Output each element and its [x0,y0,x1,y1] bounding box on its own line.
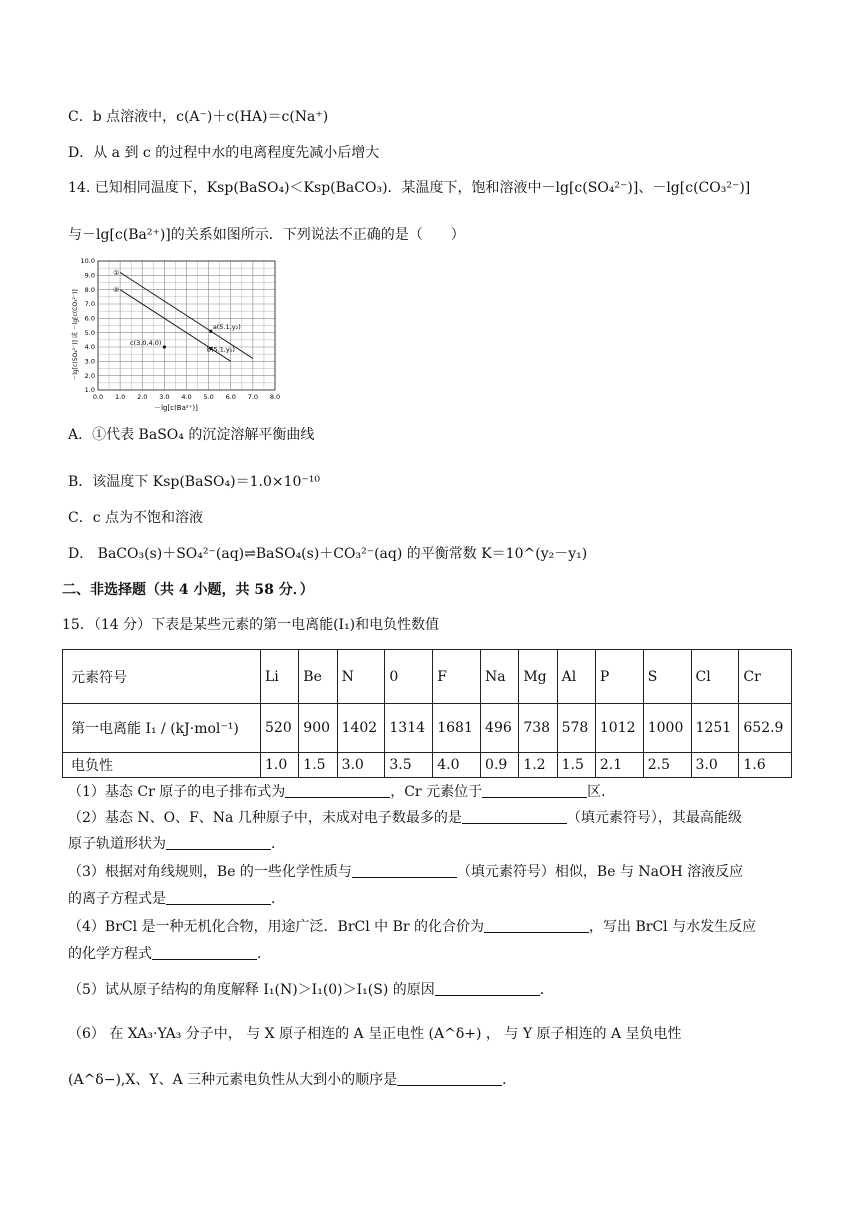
section-2-heading: 二、非选择题（共 4 小题，共 58 分．） [62,582,314,598]
cell-symbol-11: Cr [739,650,792,704]
chart-ylabel: －lg[c(SO₄²⁻)] 或 －lg[c(CO₃²⁻)] [72,289,79,381]
x-tick-label: 1.0 [114,393,126,401]
q15-part2b: 原子轨道形状为 ． [68,836,285,852]
cell-electronegativity-3: 3.5 [385,753,433,778]
cell-symbol-3: 0 [385,650,433,704]
chart-grid [98,261,275,390]
cell-ionization-3: 1314 [385,704,433,753]
q14-stem-line2: 与－lg[c(Ba²⁺)]的关系如图所示．下列说法不正确的是（ ） [68,227,465,243]
cell-electronegativity-10: 3.0 [691,753,739,778]
row-header-ionization: 第一电离能 I₁ / (kJ·mol⁻¹) [63,704,261,753]
q15-part2a: （2）基态 N、O、F、Na 几种原子中，未成对电子数最多的是 （填元素符号），其最高能级 [68,810,742,826]
cell-ionization-9: 1000 [643,704,691,753]
x-tick-label: 7.0 [247,393,259,401]
y-tick-label: 3.0 [84,357,95,366]
y-tick-label: 1.0 [84,386,95,395]
cell-electronegativity-6: 1.2 [519,753,557,778]
cell-electronegativity-11: 1.6 [739,753,792,778]
series-label-2: ② [113,286,120,295]
cell-symbol-7: Al [557,650,595,704]
q14-option-c: C．c 点为不饱和溶液 [68,510,204,526]
cell-ionization-1: 900 [299,704,337,753]
cell-symbol-4: F [433,650,481,704]
q15-intro: 15．（14 分）下表是某些元素的第一电离能(I₁)和电负性数值 [62,617,440,633]
y-tick-label: 2.0 [84,371,95,380]
cell-symbol-5: Na [481,650,519,704]
y-tick-label: 8.0 [84,285,95,294]
q15-part6a: （6） 在 XA₃·YA₃ 分子中， 与 X 原子相连的 A 呈正电性 (A^δ+) ， 与 Y 原子相连的 A 呈负电性 [68,1026,682,1042]
cell-symbol-9: S [643,650,691,704]
row-header-symbol: 元素符号 [63,650,261,704]
q14-option-a: A．①代表 BaSO₄ 的沉淀溶解平衡曲线 [68,427,315,443]
q15-part4b: 的化学方程式 ． [68,946,271,962]
q15-part4a: （4）BrCl 是一种无机化合物，用途广泛．BrCl 中 Br 的化合价为 ，写出 BrCl 与水发生反应 [68,919,757,935]
q15-part3b: 的离子方程式是 ． [68,891,285,907]
cell-symbol-1: Be [299,650,337,704]
cell-ionization-0: 520 [261,704,299,753]
x-tick-label: 6.0 [225,393,236,401]
row-header-electronegativity: 电负性 [63,753,261,778]
y-tick-label: 4.0 [84,343,95,352]
cell-ionization-10: 1251 [691,704,739,753]
x-tick-label: 4.0 [181,393,192,401]
cell-ionization-8: 1012 [595,704,643,753]
element-table [62,649,792,778]
y-tick-label: 6.0 [84,314,95,323]
y-tick-label: 5.0 [84,328,95,337]
y-tick-label: 9.0 [84,271,95,280]
point-label-0: a(5.1,y₂) [212,323,241,332]
cell-symbol-0: Li [261,650,299,704]
cell-ionization-4: 1681 [433,704,481,753]
y-tick-label: 10.0 [80,257,95,266]
point-2 [163,345,166,348]
q15-part5: （5）试从原子结构的角度解释 I₁(N)＞I₁(0)＞I₁(S) 的原因 ． [68,982,554,998]
cell-ionization-6: 738 [519,704,557,753]
cell-ionization-5: 496 [481,704,519,753]
series-label-1: ① [113,268,120,277]
q15-part1: （1）基态 Cr 原子的电子排布式为 ，Cr 元素位于 区． [68,784,616,800]
q13-option-d: D．从 a 到 c 的过程中水的电离程度先减小后增大 [68,145,380,161]
x-tick-label: 3.0 [159,393,170,401]
cell-ionization-11: 652.9 [739,704,792,753]
q13-option-c: C．b 点溶液中，c(A⁻)＋c(HA)＝c(Na⁺) [68,109,329,125]
x-tick-label: 2.0 [137,393,148,401]
q15-part3a: （3）根据对角线规则，Be 的一些化学性质与 （填元素符号）相似，Be 与 NaOH 溶液反应 [68,864,744,880]
q14-option-d: D． BaCO₃(s)＋SO₄²⁻(aq)⇌BaSO₄(s)＋CO₃²⁻(aq) 的平衡常数 K＝10^(y₂－y₁) [68,546,588,562]
cell-electronegativity-1: 1.5 [299,753,337,778]
y-tick-label: 7.0 [84,300,95,309]
cell-symbol-6: Mg [519,650,557,704]
point-label-2: c(3.0,4.0) [129,339,162,347]
cell-electronegativity-5: 0.9 [481,753,519,778]
q14-stem-line1: 14. 已知相同温度下，Ksp(BaSO₄)＜Ksp(BaCO₃)．某温度下，饱和溶液中－lg[c(SO₄²⁻)]、－lg[c(CO₃²⁻)] [68,180,751,196]
cell-electronegativity-8: 2.1 [595,753,643,778]
cell-ionization-2: 1402 [337,704,385,753]
point-label-1: b(5.1,y₁) [206,345,235,354]
cell-electronegativity-9: 2.5 [643,753,691,778]
x-tick-label: 5.0 [203,393,214,401]
cell-electronegativity-4: 4.0 [433,753,481,778]
solubility-chart [70,255,282,415]
x-tick-label: 8.0 [269,393,281,401]
q14-option-b: B．该温度下 Ksp(BaSO₄)＝1.0×10⁻¹⁰ [68,474,321,490]
cell-electronegativity-0: 1.0 [261,753,299,778]
cell-symbol-8: P [595,650,643,704]
cell-symbol-2: N [337,650,385,704]
chart-xlabel: －lg[c(Ba²⁺)] [154,404,198,412]
cell-electronegativity-2: 3.0 [337,753,385,778]
cell-symbol-10: Cl [691,650,739,704]
cell-electronegativity-7: 1.5 [557,753,595,778]
q15-part6b: (A^δ−),X、Y、A 三种元素电负性从大到小的顺序是 ． [68,1072,517,1088]
cell-ionization-7: 578 [557,704,595,753]
x-tick-label: 0.0 [92,393,104,401]
